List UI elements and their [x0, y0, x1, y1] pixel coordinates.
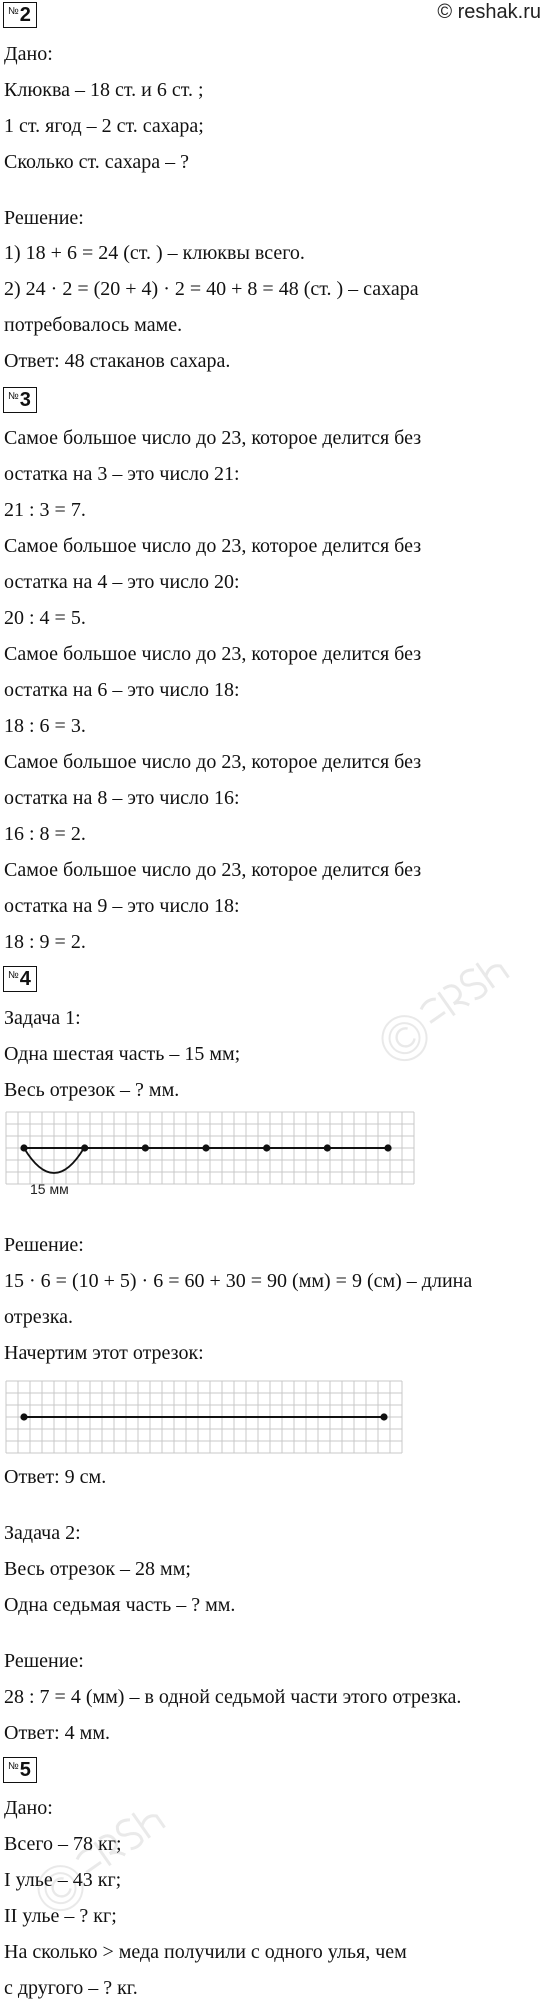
text-line: с другого – ? кг. [4, 1977, 138, 1999]
text-line: Весь отрезок – ? мм. [4, 1079, 180, 1101]
text-line: 1 ст. ягод – 2 ст. сахара; [4, 115, 204, 137]
text-line: Весь отрезок – 28 мм; [4, 1558, 191, 1580]
text-line: Задача 2: [4, 1522, 81, 1544]
text-line: Одна шестая часть – 15 мм; [4, 1043, 241, 1065]
badge-prefix: № [8, 970, 19, 981]
text-line: Самое большое число до 23, которое делится без [4, 535, 422, 557]
segment-point [142, 1144, 149, 1151]
text-line: 18 : 6 = 3. [4, 715, 86, 737]
text-line: 16 : 8 = 2. [4, 823, 86, 845]
text-line: Решение: [4, 1650, 84, 1672]
text-line: Самое большое число до 23, которое делится без [4, 643, 422, 665]
text-line: Начертим этот отрезок: [4, 1342, 204, 1364]
text-line: Клюква – 18 ст. и 6 ст. ; [4, 79, 204, 101]
text-line: 2) 24 · 2 = (20 + 4) · 2 = 40 + 8 = 48 (ст. ) – сахара [4, 278, 419, 300]
segment-figure-1 [0, 1102, 549, 1198]
text-line: остатка на 3 – это число 21: [4, 463, 240, 485]
text-line: 28 : 7 = 4 (мм) – в одной седьмой части этого отрезка. [4, 1686, 462, 1708]
text-line: остатка на 8 – это число 16: [4, 787, 240, 809]
segment-point [324, 1144, 331, 1151]
badge-number: 5 [19, 1759, 31, 1781]
text-line: Ответ: 9 см. [4, 1466, 107, 1488]
segment-point [384, 1144, 391, 1151]
segment-point [20, 1144, 27, 1151]
text-line: Решение: [4, 1234, 84, 1256]
text-line: I улье – 43 кг; [4, 1869, 122, 1891]
text-line: Решение: [4, 207, 84, 229]
text-line: 20 : 4 = 5. [4, 607, 86, 629]
text-line: Одна седьмая часть – ? мм. [4, 1594, 236, 1616]
text-line: II улье – ? кг; [4, 1905, 117, 1927]
badge-prefix: № [8, 391, 19, 402]
text-line: остатка на 4 – это число 20: [4, 571, 240, 593]
task-badge-5 [3, 1757, 37, 1783]
watermark-logo [350, 930, 540, 1070]
segment-point [263, 1144, 270, 1151]
site-credit: © reshak.ru [437, 1, 541, 23]
text-line: 15 · 6 = (10 + 5) · 6 = 60 + 30 = 90 (мм) = 9 (см) – длина [4, 1270, 473, 1292]
text-line: 21 : 3 = 7. [4, 499, 86, 521]
text-line: 18 : 9 = 2. [4, 931, 86, 953]
text-line: Дано: [4, 43, 53, 65]
part-label: 15 мм [30, 1181, 69, 1197]
text-line: Самое большое число до 23, которое делится без [4, 751, 422, 773]
badge-prefix: № [8, 1761, 19, 1772]
text-line: Ответ: 4 мм. [4, 1722, 110, 1744]
text-line: 1) 18 + 6 = 24 (ст. ) – клюквы всего. [4, 242, 305, 264]
task-badge-4 [3, 966, 37, 992]
task-badge-3 [3, 387, 37, 413]
text-line: Задача 1: [4, 1007, 81, 1029]
text-line: отрезка. [4, 1306, 74, 1328]
text-line: Самое большое число до 23, которое делится без [4, 427, 422, 449]
text-line: Самое большое число до 23, которое делится без [4, 859, 422, 881]
text-line: Всего – 78 кг; [4, 1833, 122, 1855]
text-line: Сколько ст. сахара – ? [4, 151, 190, 173]
segment-figure-2 [0, 1373, 549, 1453]
text-line: Ответ: 48 стаканов сахара. [4, 350, 231, 372]
segment-point [202, 1144, 209, 1151]
badge-number: 4 [19, 968, 31, 990]
text-line: Дано: [4, 1797, 53, 1819]
segment-point [81, 1144, 88, 1151]
text-line: остатка на 6 – это число 18: [4, 679, 240, 701]
text-line: остатка на 9 – это число 18: [4, 895, 240, 917]
badge-number: 3 [19, 389, 31, 411]
text-line: На сколько > меда получили с одного улья, чем [4, 1941, 407, 1963]
badge-prefix: № [8, 6, 19, 17]
segment-endpoint [380, 1413, 387, 1420]
text-line: потребовалось маме. [4, 314, 183, 336]
badge-number: 2 [19, 4, 31, 26]
task-badge-2 [3, 2, 37, 28]
segment-endpoint [20, 1413, 27, 1420]
